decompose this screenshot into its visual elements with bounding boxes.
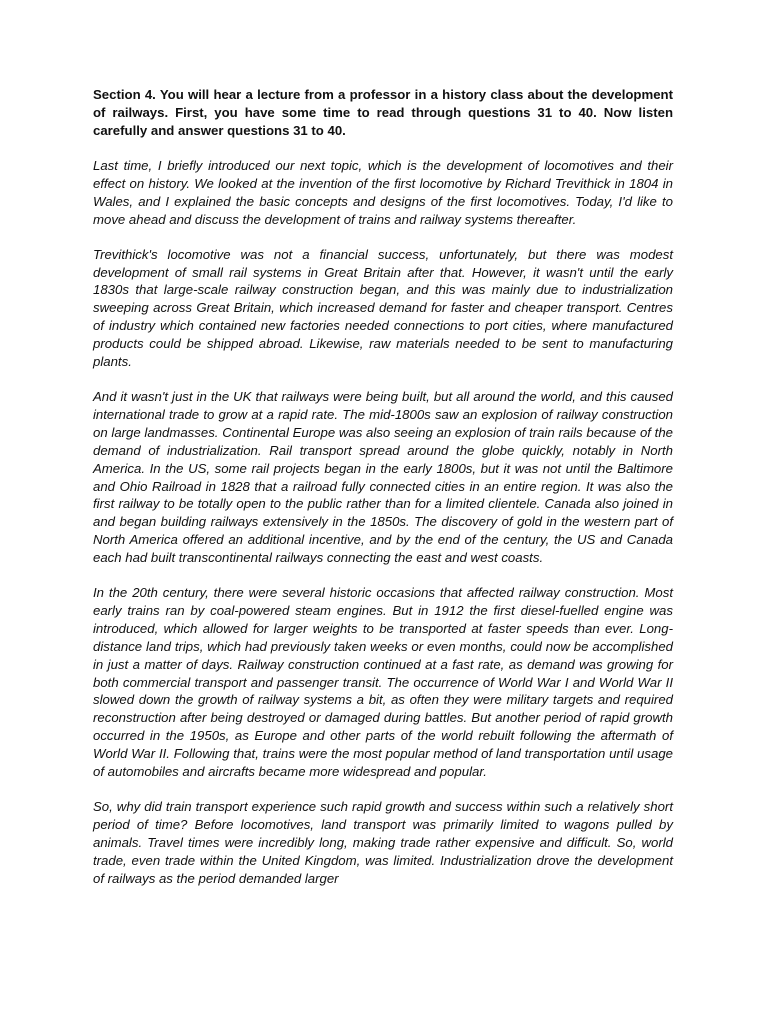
paragraph-international: And it wasn't just in the UK that railways were being built, but all around the world, and this caused international trade to grow at a rapid rate. The mid-1800s saw an explosion of railway construction on large landmasses. Continental Europe was also seeing an explosion of train rails because of the demand of industrialization. Rail transport spread around the globe quickly, notably in North America. In the US, some rail projects began in the early 1800s, but it was not until the Baltimore and Ohio Railroad in 1828 that a railroad fully connected cities in an entire region. It was also the first railway to be totally open to the public rather than for a limited clientele. Canada also joined in and began building railways extensively in the 1850s. The discovery of gold in the western part of North America offered an additional incentive, and by the end of the century, the US and Canada each had built transcontinental railways connecting the east and west coasts. <box>93 388 673 566</box>
paragraph-rapid-growth: So, why did train transport experience such rapid growth and success within such a relatively short period of time? Before locomotives, land transport was primarily limited to wagons pulled by animals. Travel times were incredibly long, making trade rather expensive and difficult. So, world trade, even trade within the United Kingdom, was limited. Industrialization drove the development of railways as the period demanded larger <box>93 799 673 886</box>
section-heading: Section 4. You will hear a lecture from a professor in a history class about the development of railways. First, you have some time to read through questions 31 to 40. Now listen carefully and answer questions 31 to 40. <box>93 87 673 138</box>
paragraph-intro: Last time, I briefly introduced our next topic, which is the development of locomotives and their effect on history. We looked at the invention of the first locomotive by Richard Trevithick in 1804 in Wales, and I explained the basic concepts and designs of the first locomotives. Today, I'd like to move ahead and discuss the development of trains and railway systems thereafter. <box>93 158 673 227</box>
paragraph-trevithick: Trevithick's locomotive was not a financial success, unfortunately, but there was modest development of small rail systems in Great Britain after that. However, it wasn't until the early 1830s that large-scale railway construction began, and this was mainly due to industrialization sweeping across Great Britain, which increased demand for faster and cheaper transport. Centres of industry which contained new factories needed connections to port cities, where manufactured products could be shipped abroad. Likewise, raw materials needed to be sent to manufacturing plants. <box>93 246 673 370</box>
paragraph-20th-century: In the 20th century, there were several historic occasions that affected railway construction. Most early trains ran by coal-powered steam engines. But in 1912 the first diesel-fuelled engine was introduced, which allowed for larger weights to be transported at faster speeds than ever. Long-distance land trips, which had previously taken weeks or even months, could now be accomplished in just a matter of days. Railway construction continued at a fast rate, as demand was growing for both commercial transport and passenger transit. The occurrence of World War I and World War II slowed down the growth of railway systems a bit, as often they were military targets and required reconstruction after being destroyed or damaged during battles. But another period of rapid growth occurred in the 1950s, as Europe and other parts of the world rebuilt following the aftermath of World War II. Following that, trains were the most popular method of land transportation until usage of automobiles and aircrafts became more widespread and popular. <box>93 585 673 780</box>
document-page <box>93 86 673 905</box>
